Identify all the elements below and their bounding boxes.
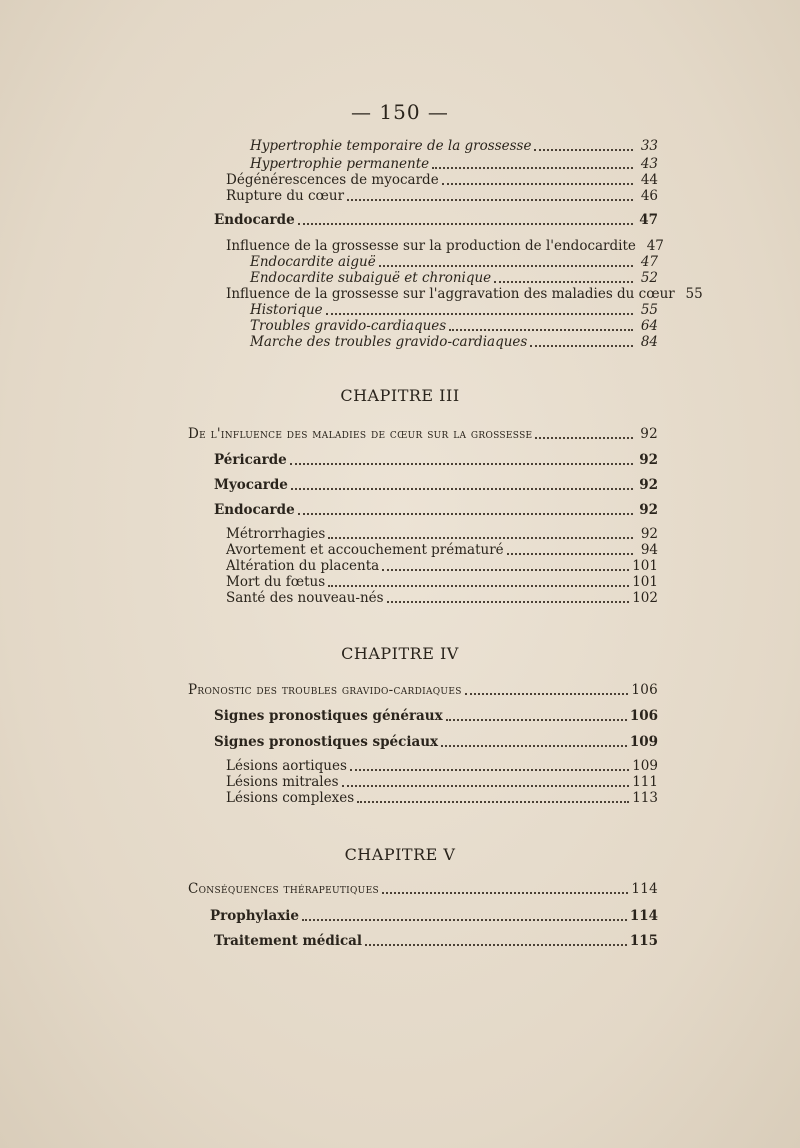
toc-subheading: Péricarde 92 bbox=[214, 452, 658, 468]
toc-entry: Lésions aortiques 109 bbox=[226, 758, 658, 774]
toc-entry: Endocardite subaiguë et chronique 52 bbox=[250, 270, 658, 286]
toc-entry: Endocardite aiguë 47 bbox=[250, 254, 658, 270]
toc-entry: Hypertrophie temporaire de la grossesse 33 bbox=[250, 138, 658, 154]
toc-entry: Rupture du cœur 46 bbox=[226, 188, 658, 204]
toc-entry: Hypertrophie permanente 43 bbox=[250, 156, 658, 172]
toc-subheading: Traitement médical 115 bbox=[214, 933, 658, 949]
toc-entry: Influence de la grossesse sur l'aggravation des maladies du cœur 55 bbox=[226, 286, 703, 302]
toc-chapter-entry: De l'influence des maladies de cœur sur la grossesse 92 bbox=[188, 426, 658, 442]
toc-subheading: Prophylaxie 114 bbox=[210, 908, 658, 924]
toc-entry: Lésions mitrales 111 bbox=[226, 774, 658, 790]
toc-entry: Altération du placenta 101 bbox=[226, 558, 658, 574]
toc-entry: Santé des nouveau-nés 102 bbox=[226, 590, 658, 606]
chapter-heading: CHAPITRE V bbox=[344, 845, 456, 864]
toc-entry: Dégénérescences de myocarde 44 bbox=[226, 172, 658, 188]
toc-subheading: Endocarde 92 bbox=[214, 502, 658, 518]
chapter-heading: CHAPITRE III bbox=[340, 386, 460, 405]
chapter-heading: CHAPITRE IV bbox=[341, 644, 459, 663]
toc-entry: Influence de la grossesse sur la production de l'endocardite 47 bbox=[226, 238, 664, 254]
toc-entry: Mort du fœtus 101 bbox=[226, 574, 658, 590]
toc-chapter-entry: Pronostic des troubles gravido-cardiaques 106 bbox=[188, 682, 658, 698]
page-number: — 150 — bbox=[351, 100, 449, 124]
toc-entry: Troubles gravido-cardiaques 64 bbox=[250, 318, 658, 334]
toc-subheading: Signes pronostiques généraux 106 bbox=[214, 708, 658, 724]
toc-entry: Métrorrhagies 92 bbox=[226, 526, 658, 542]
toc-subheading: Signes pronostiques spéciaux 109 bbox=[214, 734, 658, 750]
toc-entry: Lésions complexes 113 bbox=[226, 790, 658, 806]
toc-subheading: Myocarde 92 bbox=[214, 477, 658, 493]
toc-entry: Avortement et accouchement prématuré 94 bbox=[226, 542, 658, 558]
toc-entry: Marche des troubles gravido-cardiaques 84 bbox=[250, 334, 658, 350]
toc-entry: Historique 55 bbox=[250, 302, 658, 318]
toc-subheading: Endocarde 47 bbox=[214, 212, 658, 228]
toc-chapter-entry: Conséquences thérapeutiques 114 bbox=[188, 881, 658, 897]
